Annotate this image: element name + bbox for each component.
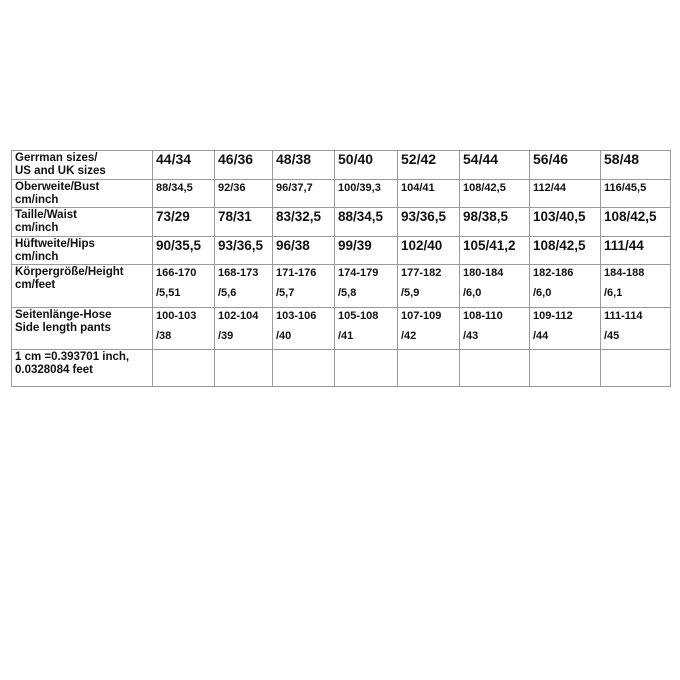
- table-cell: 96/37,7: [273, 180, 335, 208]
- table-cell: 105/41,2: [460, 237, 530, 265]
- table-cell: 104/41: [398, 180, 460, 208]
- table-cell: 99/39: [335, 237, 398, 265]
- cell-line: /5,51: [156, 287, 181, 299]
- table-cell: 100/39,3: [335, 180, 398, 208]
- table-cell: 93/36,5: [398, 208, 460, 237]
- table-cell: [335, 308, 398, 350]
- row-label-line: Oberweite/Bust: [15, 181, 100, 193]
- cell-line: 111-114: [604, 310, 643, 322]
- cell-line: 174-179: [338, 267, 379, 279]
- empty-cell: [530, 350, 601, 387]
- row-label-cell: [12, 208, 153, 237]
- table-cell: [601, 308, 671, 350]
- bust-row: [12, 180, 671, 208]
- height-row: [12, 265, 671, 308]
- empty-cell: [601, 350, 671, 387]
- hips-row: [12, 237, 671, 265]
- row-label-cell: [12, 308, 153, 350]
- cell-line: /6,0: [533, 287, 552, 299]
- waist-row: [12, 208, 671, 237]
- row-label-line: cm/inch: [15, 194, 59, 206]
- cell-line: 166-170: [156, 267, 197, 279]
- table-cell: 88/34,5: [153, 180, 215, 208]
- header-row: [12, 151, 671, 180]
- table-cell: 116/45,5: [601, 180, 671, 208]
- size-header-cell: 50/40: [335, 151, 398, 180]
- header-label-line: Gerrman sizes/: [15, 152, 98, 164]
- table-cell: 103/40,5: [530, 208, 601, 237]
- size-header-cell: 44/34: [153, 151, 215, 180]
- cell-line: /6,0: [463, 287, 482, 299]
- table-cell: 108/42,5: [460, 180, 530, 208]
- row-label-line: Taille/Waist: [15, 209, 77, 221]
- table-cell: 92/36: [215, 180, 273, 208]
- empty-cell: [460, 350, 530, 387]
- table-cell: 98/38,5: [460, 208, 530, 237]
- row-label-cell: [12, 237, 153, 265]
- cell-line: 171-176: [276, 267, 317, 279]
- cell-line: 180-184: [463, 267, 504, 279]
- cell-line: /5,7: [276, 287, 295, 299]
- table-cell: [460, 265, 530, 308]
- cell-line: 168-173: [218, 267, 259, 279]
- table-cell: 90/35,5: [153, 237, 215, 265]
- header-label-cell: [12, 151, 153, 180]
- table-cell: [273, 308, 335, 350]
- note-line: 1 cm =0.393701 inch,: [15, 351, 130, 363]
- empty-cell: [398, 350, 460, 387]
- side-length-row: [12, 308, 671, 350]
- table-cell: 88/34,5: [335, 208, 398, 237]
- conversion-note-row: [12, 350, 671, 387]
- cell-line: /42: [401, 330, 417, 342]
- empty-cell: [273, 350, 335, 387]
- row-label-cell: [12, 180, 153, 208]
- conversion-note-cell: [12, 350, 153, 387]
- table-cell: 83/32,5: [273, 208, 335, 237]
- cell-line: /44: [533, 330, 549, 342]
- row-label-line: cm/inch: [15, 251, 59, 263]
- cell-line: /5,9: [401, 287, 420, 299]
- empty-cell: [153, 350, 215, 387]
- row-label-line: cm/feet: [15, 279, 56, 291]
- table-cell: 96/38: [273, 237, 335, 265]
- row-label-line: cm/inch: [15, 222, 59, 234]
- empty-cell: [335, 350, 398, 387]
- cell-line: /39: [218, 330, 234, 342]
- size-header-cell: 52/42: [398, 151, 460, 180]
- cell-line: /40: [276, 330, 292, 342]
- table-cell: [398, 265, 460, 308]
- cell-line: 177-182: [401, 267, 442, 279]
- cell-line: /38: [156, 330, 172, 342]
- cell-line: /6,1: [604, 287, 623, 299]
- cell-line: 182-186: [533, 267, 574, 279]
- size-header-cell: 58/48: [601, 151, 671, 180]
- cell-line: 100-103: [156, 310, 197, 322]
- table-cell: 111/44: [601, 237, 671, 265]
- table-cell: 112/44: [530, 180, 601, 208]
- row-label-cell: [12, 265, 153, 308]
- table-cell: 93/36,5: [215, 237, 273, 265]
- table-cell: [215, 308, 273, 350]
- note-line: 0.0328084 feet: [15, 364, 94, 376]
- cell-line: 109-112: [533, 310, 573, 322]
- cell-line: /43: [463, 330, 479, 342]
- table-cell: [601, 265, 671, 308]
- row-label-line: Seitenlänge-Hose: [15, 309, 112, 321]
- size-chart-table: [11, 150, 671, 387]
- cell-line: 108-110: [463, 310, 503, 322]
- size-header-cell: 56/46: [530, 151, 601, 180]
- size-header-cell: 54/44: [460, 151, 530, 180]
- row-label-line: Side length pants: [15, 322, 111, 334]
- row-label-line: Hüftweite/Hips: [15, 238, 95, 250]
- table-cell: [460, 308, 530, 350]
- table-cell: 108/42,5: [530, 237, 601, 265]
- cell-line: 107-109: [401, 310, 442, 322]
- size-header-cell: 46/36: [215, 151, 273, 180]
- table-cell: [153, 308, 215, 350]
- table-cell: 78/31: [215, 208, 273, 237]
- cell-line: 102-104: [218, 310, 259, 322]
- table-cell: [398, 308, 460, 350]
- table-cell: [530, 308, 601, 350]
- table-cell: [215, 265, 273, 308]
- table-cell: [153, 265, 215, 308]
- cell-line: /5,6: [218, 287, 237, 299]
- table-cell: [273, 265, 335, 308]
- table-cell: 108/42,5: [601, 208, 671, 237]
- cell-line: /45: [604, 330, 620, 342]
- table-cell: [335, 265, 398, 308]
- table-cell: 73/29: [153, 208, 215, 237]
- table-cell: [530, 265, 601, 308]
- table-cell: 102/40: [398, 237, 460, 265]
- row-label-line: Körpergröße/Height: [15, 266, 124, 278]
- size-header-cell: 48/38: [273, 151, 335, 180]
- header-label-line: US and UK sizes: [15, 165, 106, 177]
- empty-cell: [215, 350, 273, 387]
- cell-line: 105-108: [338, 310, 379, 322]
- cell-line: 184-188: [604, 267, 645, 279]
- cell-line: /41: [338, 330, 354, 342]
- cell-line: 103-106: [276, 310, 317, 322]
- cell-line: /5,8: [338, 287, 357, 299]
